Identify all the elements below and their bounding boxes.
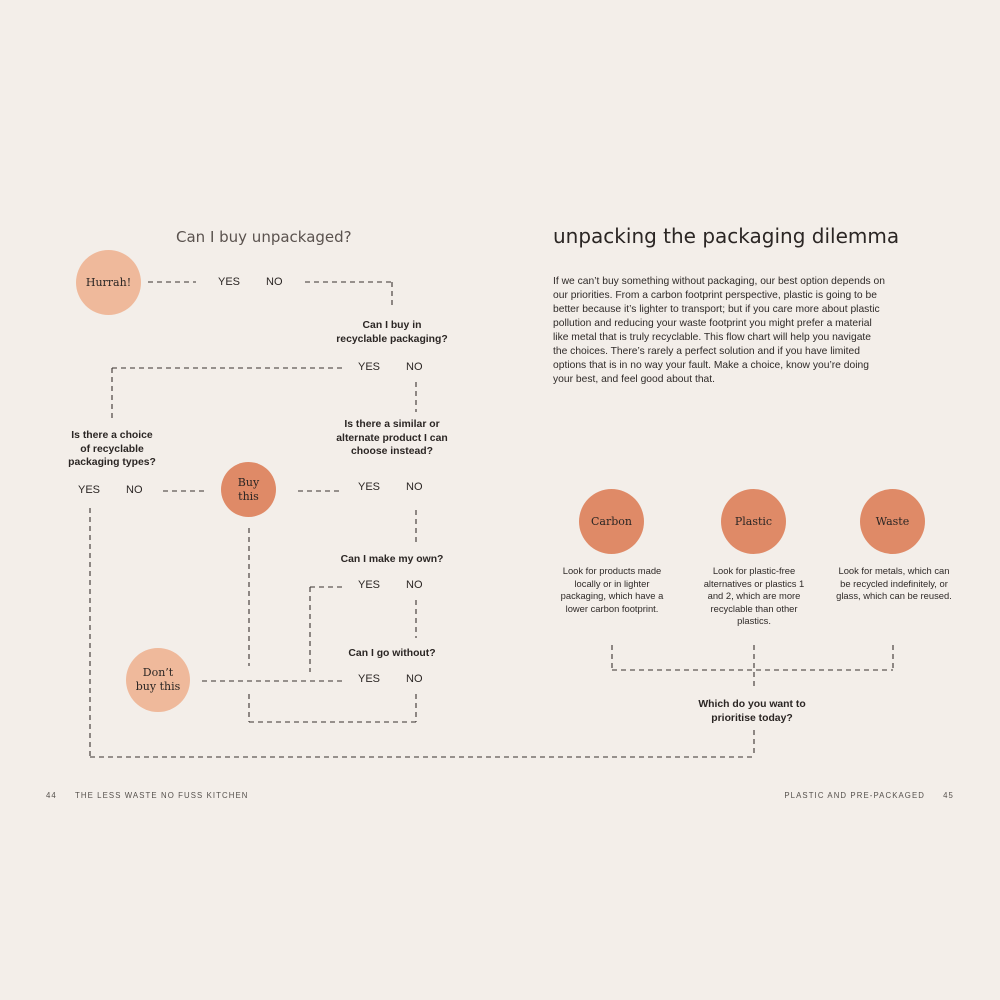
make-own-yes: YES: [358, 579, 381, 591]
similar-yes: YES: [358, 481, 381, 493]
go-without-no: NO: [406, 673, 423, 685]
buy-this-label: Buy this: [237, 475, 260, 503]
make-own-no: NO: [406, 579, 423, 591]
unpackaged-no: NO: [266, 276, 283, 288]
buy-this-circle: [221, 462, 276, 517]
question-packaging-choice: Is there a choice of recyclable packaging types?: [68, 430, 156, 468]
go-without-yes: YES: [358, 673, 381, 685]
question-prioritise: Which do you want to prioritise today?: [698, 699, 806, 724]
carbon-description: Look for products made locally or in lighter packaging, which have a lower carbon footprint.: [560, 565, 664, 614]
hurrah-label: Hurrah!: [85, 275, 132, 289]
left-page-number: 44: [46, 791, 57, 800]
left-running-title: THE LESS WASTE NO FUSS KITCHEN: [75, 791, 249, 800]
carbon-label: Carbon: [591, 514, 632, 528]
question-make-own: Can I make my own?: [340, 554, 444, 565]
dont-buy-this-label: Don’t buy this: [135, 666, 181, 693]
choice-no: NO: [126, 484, 143, 496]
plastic-label: Plastic: [734, 514, 773, 528]
carbon-circle: [579, 489, 644, 554]
plastic-description: Look for plastic-free alternatives or plastics 1 and 2, which are more recyclable than other plastics.: [703, 565, 805, 627]
flowchart-title: Can I buy unpackaged?: [176, 228, 352, 246]
plastic-circle: [721, 489, 786, 554]
waste-description: Look for metals, which can be recycled indefinitely, or glass, which can be reused.: [836, 565, 952, 602]
recyclable-yes: YES: [358, 361, 381, 373]
unpackaged-yes: YES: [218, 276, 241, 288]
question-go-without: Can I go without?: [348, 648, 436, 659]
page-heading: unpacking the packaging dilemma: [553, 224, 900, 248]
dont-buy-this-circle: [126, 648, 190, 712]
right-page-number: 45: [943, 791, 954, 800]
hurrah-circle: [76, 250, 141, 315]
similar-no: NO: [406, 481, 423, 493]
choice-yes: YES: [78, 484, 101, 496]
recyclable-no: NO: [406, 361, 423, 373]
question-recyclable-packaging: Can I buy in recyclable packaging?: [336, 320, 448, 345]
intro-paragraph: If we can’t buy something without packaging, our best option depends on our priorities. From a carbon footprint perspective, plastic is going to be better because it’s lighter to transport; but if you care more about plastic pollution and reducing your waste footprint you might prefer a material like metal that is truly recyclable. This flow chart will help you navigate the choices. There’s rarely a perfect solution and if you have limited options that is in no way your fault. Make a choice, know you’re doing your best, and feel good about that.: [553, 276, 886, 385]
waste-circle: [860, 489, 925, 554]
question-similar-product: Is there a similar or alternate product I can choose instead?: [336, 419, 448, 457]
waste-label: Waste: [875, 514, 910, 528]
right-running-title: PLASTIC AND PRE-PACKAGED: [784, 791, 925, 800]
